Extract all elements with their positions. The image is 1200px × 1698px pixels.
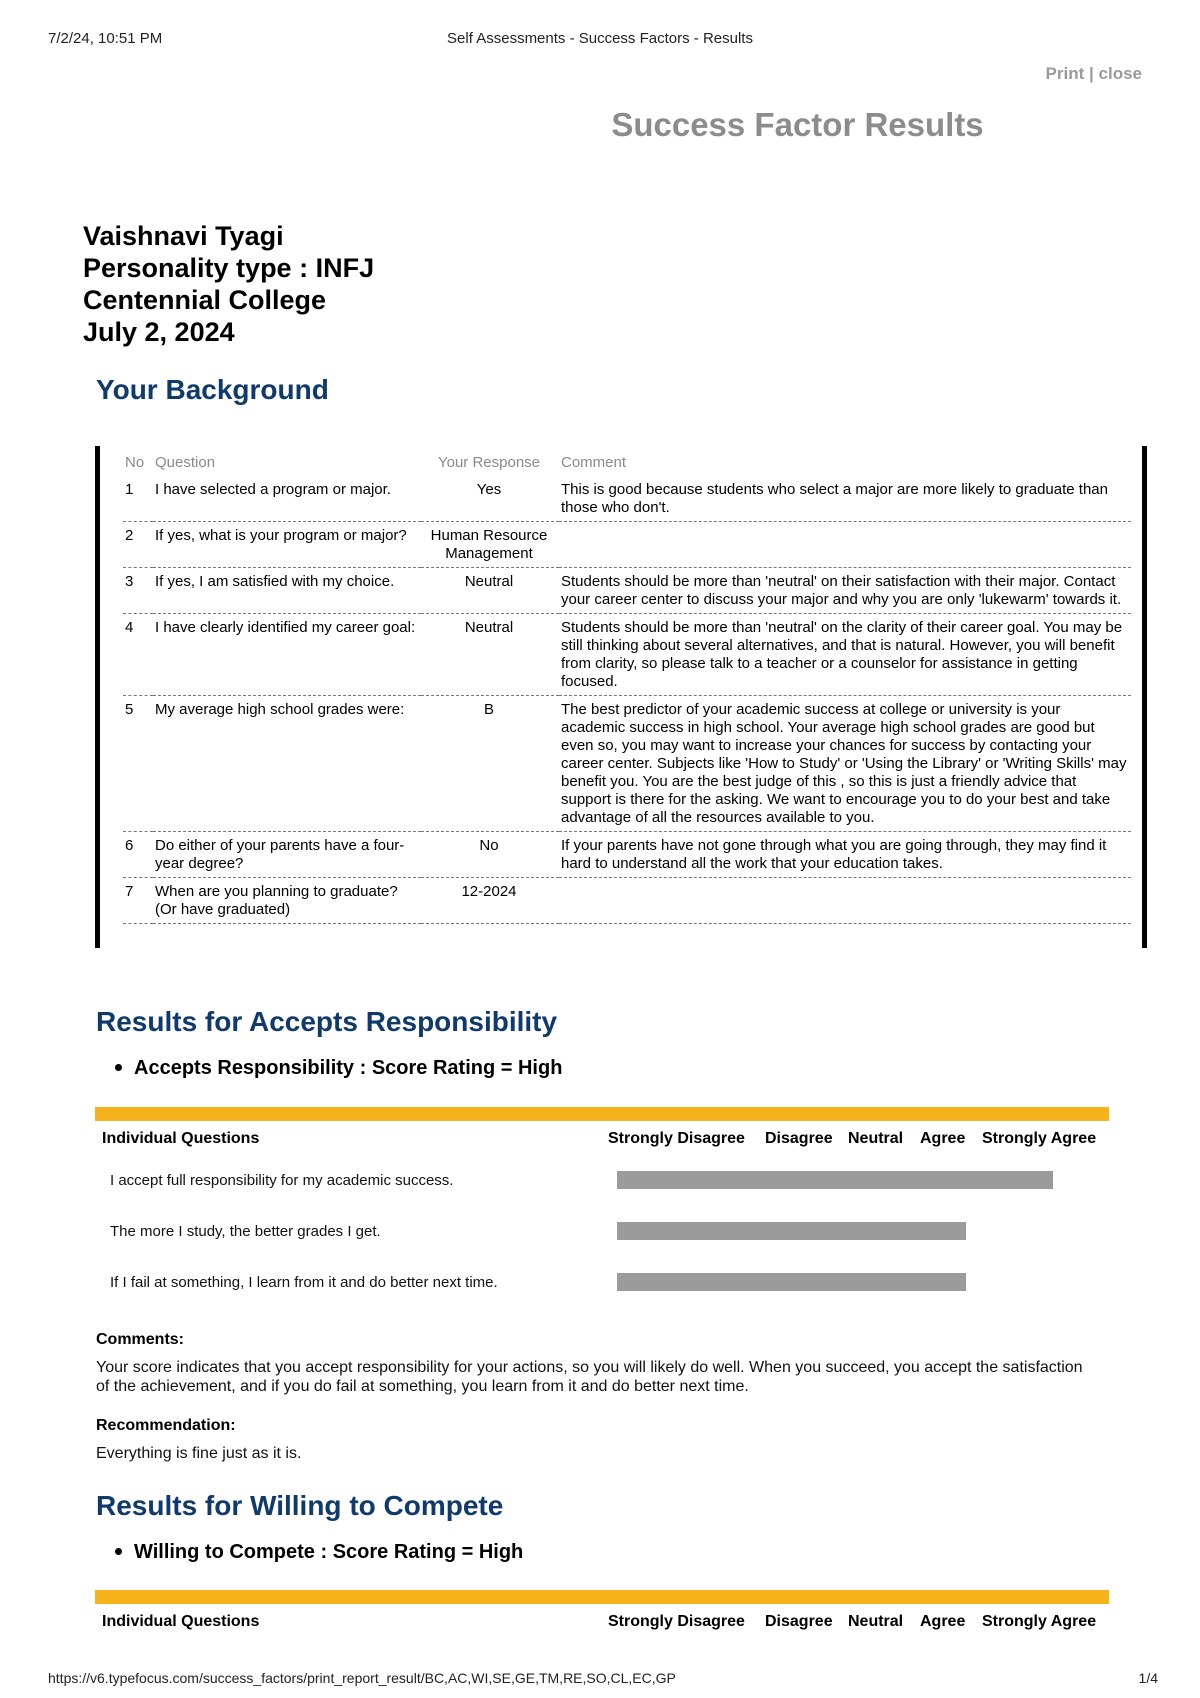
background-box [95,446,1147,948]
print-date: 7/2/24, 10:51 PM [48,30,163,47]
table-row [123,878,1131,924]
background-title: Your Background [96,374,329,405]
compete-gold-bar [95,1590,1109,1604]
row-response: 12-2024 [421,878,559,924]
response-bar [617,1273,966,1291]
row-question: If yes, I am satisfied with my choice. [153,568,421,614]
recommendation-text: Everything is fine just as it is. [96,1445,302,1462]
row-response: Neutral [421,614,559,696]
row-no: 5 [123,696,153,832]
scale-strongly-agree: Strongly Agree [982,1613,1097,1630]
bullet-dot [115,1548,122,1555]
row-comment: Students should be more than 'neutral' on their satisfaction with their major. Contact your career center to discuss your major and why you are only 'lukewarm' towards it. [559,568,1131,614]
table-row [123,614,1131,696]
compete-score [115,1541,523,1564]
scale-strongly-disagree: Strongly Disagree [608,1130,745,1147]
table-row [123,832,1131,878]
row-response: Human Resource Management [421,522,559,568]
scale-strongly-disagree: Strongly Disagree [608,1613,745,1630]
compete-title: Results for Willing to Compete [96,1490,504,1521]
table-row [123,522,1131,568]
scale-agree: Agree [920,1613,966,1630]
background-table [123,450,1131,924]
accepts-score-text: Accepts Responsibility : Score Rating = High [134,1057,563,1079]
question-text: The more I study, the better grades I get. [110,1223,381,1240]
question-text: I accept full responsibility for my academic success. [110,1172,454,1189]
person-name: Vaishnavi Tyagi [83,221,284,251]
link-separator: | [1089,64,1094,83]
accepts-score [115,1057,562,1080]
row-question: I have selected a program or major. [153,476,421,522]
row-response: Neutral [421,568,559,614]
row-question: Do either of your parents have a four-year degree? [153,832,421,878]
page-number: 1/4 [1138,1670,1158,1686]
row-comment [559,878,1131,924]
row-no: 2 [123,522,153,568]
col-header-question: Question [155,454,216,471]
table-row [123,696,1131,832]
table-row [123,568,1131,614]
accepts-gold-bar [95,1107,1109,1121]
col-header-no: No [125,454,145,471]
row-question: I have clearly identified my career goal: [153,614,421,696]
response-bar [617,1222,966,1240]
print-page-title: Self Assessments - Success Factors - Results [447,30,753,47]
scale-agree: Agree [920,1130,966,1147]
comments-label: Comments: [96,1331,185,1348]
row-no: 3 [123,568,153,614]
report-date: July 2, 2024 [83,317,235,347]
college-name: Centennial College [83,285,327,315]
compete-questions-header: Individual Questions [102,1613,260,1630]
row-no: 4 [123,614,153,696]
scale-neutral: Neutral [848,1613,904,1630]
print-close-links [1046,64,1142,84]
accepts-questions-header: Individual Questions [102,1130,260,1147]
row-response: Yes [421,476,559,522]
row-no: 1 [123,476,153,522]
question-text: If I fail at something, I learn from it and do better next time. [110,1274,498,1291]
col-header-response: Your Response [437,454,541,471]
row-comment [559,522,1131,568]
row-comment: If your parents have not gone through what you are going through, they may find it hard to understand all the work that your education takes. [559,832,1131,878]
response-bar [617,1171,1053,1189]
scale-disagree: Disagree [765,1130,833,1147]
print-link[interactable]: Print [1045,64,1085,83]
person-info [83,220,374,348]
bullet-dot [115,1064,122,1071]
row-question: When are you planning to graduate? (Or have graduated) [153,878,421,924]
scale-neutral: Neutral [848,1130,904,1147]
report-title: Success Factor Results [611,106,984,143]
row-response: No [421,832,559,878]
row-question: If yes, what is your program or major? [153,522,421,568]
close-link[interactable]: close [1098,64,1142,83]
row-no: 6 [123,832,153,878]
row-comment: This is good because students who select a major are more likely to graduate than those who don't. [559,476,1131,522]
accepts-title: Results for Accepts Responsibility [96,1006,558,1037]
scale-strongly-agree: Strongly Agree [982,1130,1097,1147]
row-response: B [421,696,559,832]
personality-type: Personality type : INFJ [83,253,375,283]
row-no: 7 [123,878,153,924]
comments-text: Your score indicates that you accept responsibility for your actions, so you will likely do well. When you succeed, you accept the satisfaction of the achievement, and if you do fail at something, you learn from it and do better next time. [96,1359,1083,1395]
scale-disagree: Disagree [765,1613,833,1630]
row-question: My average high school grades were: [153,696,421,832]
recommendation-label: Recommendation: [96,1417,236,1434]
table-row [123,476,1131,522]
footer-url: https://v6.typefocus.com/success_factors/print_report_result/BC,AC,WI,SE,GE,TM,RE,SO,CL,EC,GP [48,1670,676,1686]
table-header-row [123,450,1131,476]
row-comment: The best predictor of your academic success at college or university is your academic success in high school. Your average high school grades are good but even so, you may want to increase your chances for success by contacting your career center. Subjects like 'How to Study' or 'Using the Library' or 'Writing Skills' may benefit you. You are the best judge of this , so this is just a friendly advice that support is there for the asking. We want to encourage you to do your best and take advantage of all the resources available to you. [559,696,1131,832]
compete-score-text: Willing to Compete : Score Rating = High [134,1541,524,1563]
row-comment: Students should be more than 'neutral' on the clarity of their career goal. You may be still thinking about several alternatives, and that is natural. However, you will benefit from clarity, so please talk to a teacher or a counselor for assistance in getting focused. [559,614,1131,696]
col-header-comment: Comment [561,454,627,471]
